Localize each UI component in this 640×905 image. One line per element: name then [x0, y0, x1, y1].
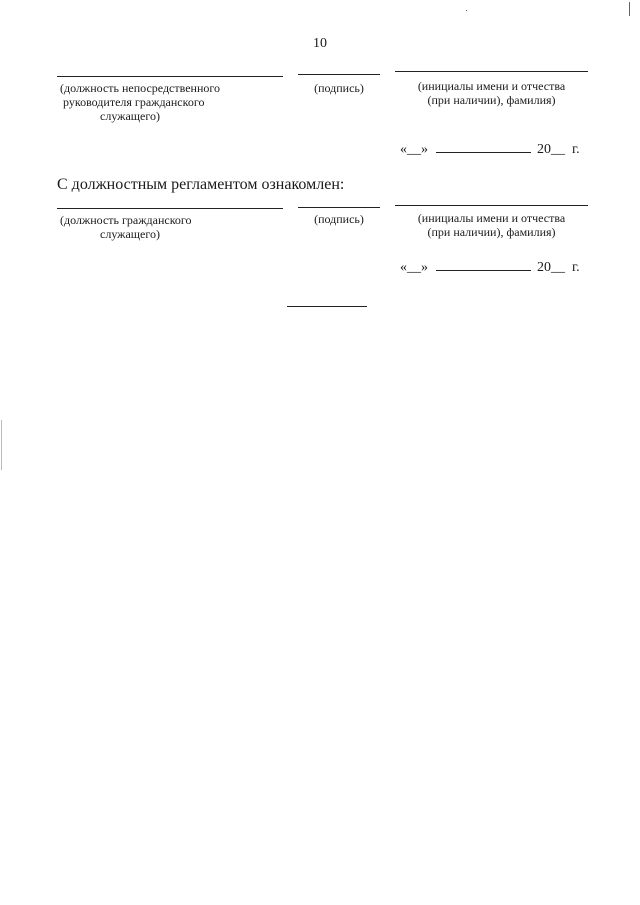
caption-line: (при наличии), фамилия): [427, 225, 556, 239]
date-row-1: [400, 140, 580, 158]
date-month-blank: [436, 140, 531, 153]
date-year-field: 20__: [537, 142, 565, 157]
supervisor-position-caption: [60, 81, 290, 123]
acknowledgement-heading: С должностным регламентом ознакомлен:: [57, 176, 345, 193]
supervisor-name-line: [395, 71, 588, 72]
date-month-blank: [436, 258, 531, 271]
employee-signature-line: [298, 207, 380, 208]
employee-position-caption: [60, 213, 290, 241]
date-year-suffix: г.: [572, 142, 580, 157]
date-row-2: [400, 258, 580, 276]
caption-line: служащего): [100, 109, 160, 123]
caption-line: (инициалы имени и отчества: [417, 211, 566, 225]
employee-name-caption: [395, 211, 588, 239]
date-year-suffix: г.: [572, 260, 580, 275]
date-day-field: «__»: [400, 142, 428, 157]
caption-line: (при наличии), фамилия): [427, 93, 556, 107]
caption-line: (должность непосредственного: [60, 81, 221, 95]
supervisor-position-line: [57, 76, 283, 77]
supervisor-signature-line: [298, 74, 380, 75]
caption-line: (инициалы имени и отчества: [417, 79, 566, 93]
employee-name-line: [395, 205, 588, 206]
supervisor-signature-caption: (подпись): [314, 81, 364, 95]
supervisor-name-caption: [395, 79, 588, 107]
caption-line: руководителя гражданского: [63, 95, 205, 109]
employee-position-line: [57, 208, 283, 209]
scan-edge-mark: [1, 420, 2, 470]
end-divider: [287, 306, 367, 307]
caption-line: (должность гражданского: [60, 213, 192, 227]
scan-edge-mark: [629, 2, 630, 16]
caption-line: служащего): [100, 227, 160, 241]
page-number: 10: [313, 36, 327, 51]
employee-signature-caption: (подпись): [314, 212, 364, 226]
date-year-field: 20__: [537, 260, 565, 275]
date-day-field: «__»: [400, 260, 428, 275]
scan-edge-mark: [466, 10, 467, 11]
